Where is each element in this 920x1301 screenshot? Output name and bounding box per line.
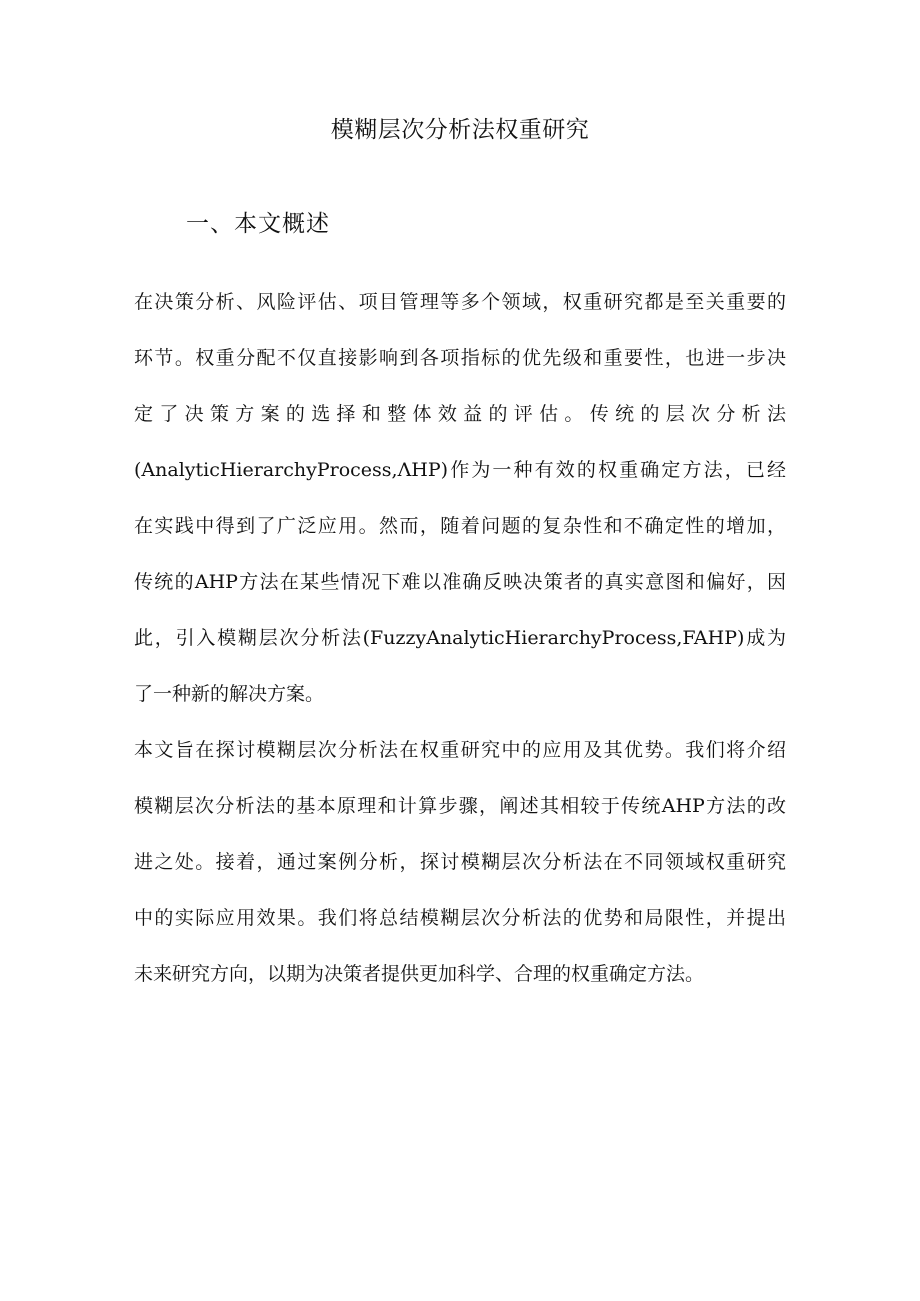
- paragraph-1-line: 了一种新的解决方案。: [134, 683, 325, 705]
- paragraph-2-line: 未来研究方向，以期为决策者提供更加科学、合理的权重确定方法。: [134, 963, 705, 985]
- paragraph-1-line: 传统的AHP方法在某些情况下难以准确反映决策者的真实意图和偏好，因: [134, 571, 786, 593]
- paragraph-1-line: 定了决策方案的选择和整体效益的评估。传统的层次分析法: [134, 403, 786, 425]
- paragraph-1-line: 在实践中得到了广泛应用。然而，随着问题的复杂性和不确定性的增加，: [134, 515, 786, 537]
- section-heading-overview: 一、本文概述: [186, 211, 330, 237]
- paragraph-1-line: 在决策分析、风险评估、项目管理等多个领域，权重研究都是至关重要的: [134, 291, 786, 313]
- paragraph-2-line: 中的实际应用效果。我们将总结模糊层次分析法的优势和局限性，并提出: [134, 907, 786, 929]
- paragraph-2-line: 进之处。接着，通过案例分析，探讨模糊层次分析法在不同领域权重研究: [134, 851, 786, 873]
- paragraph-1-line: (AnalyticHierarchyProcess,ΛHP)作为一种有效的权重确定方法，已经: [134, 459, 786, 481]
- paragraph-2-line: 模糊层次分析法的基本原理和计算步骤，阐述其相较于传统AHP方法的改: [134, 795, 786, 817]
- paragraph-1-line: 环节。权重分配不仅直接影响到各项指标的优先级和重要性，也进一步决: [134, 347, 786, 369]
- paragraph-2-line: 本文旨在探讨模糊层次分析法在权重研究中的应用及其优势。我们将介绍: [134, 739, 786, 761]
- document-title: 模糊层次分析法权重研究: [330, 117, 590, 143]
- paragraph-1-line: 此，引入模糊层次分析法(FuzzyAnalyticHierarchyProcess,FAHP)成为: [134, 627, 786, 649]
